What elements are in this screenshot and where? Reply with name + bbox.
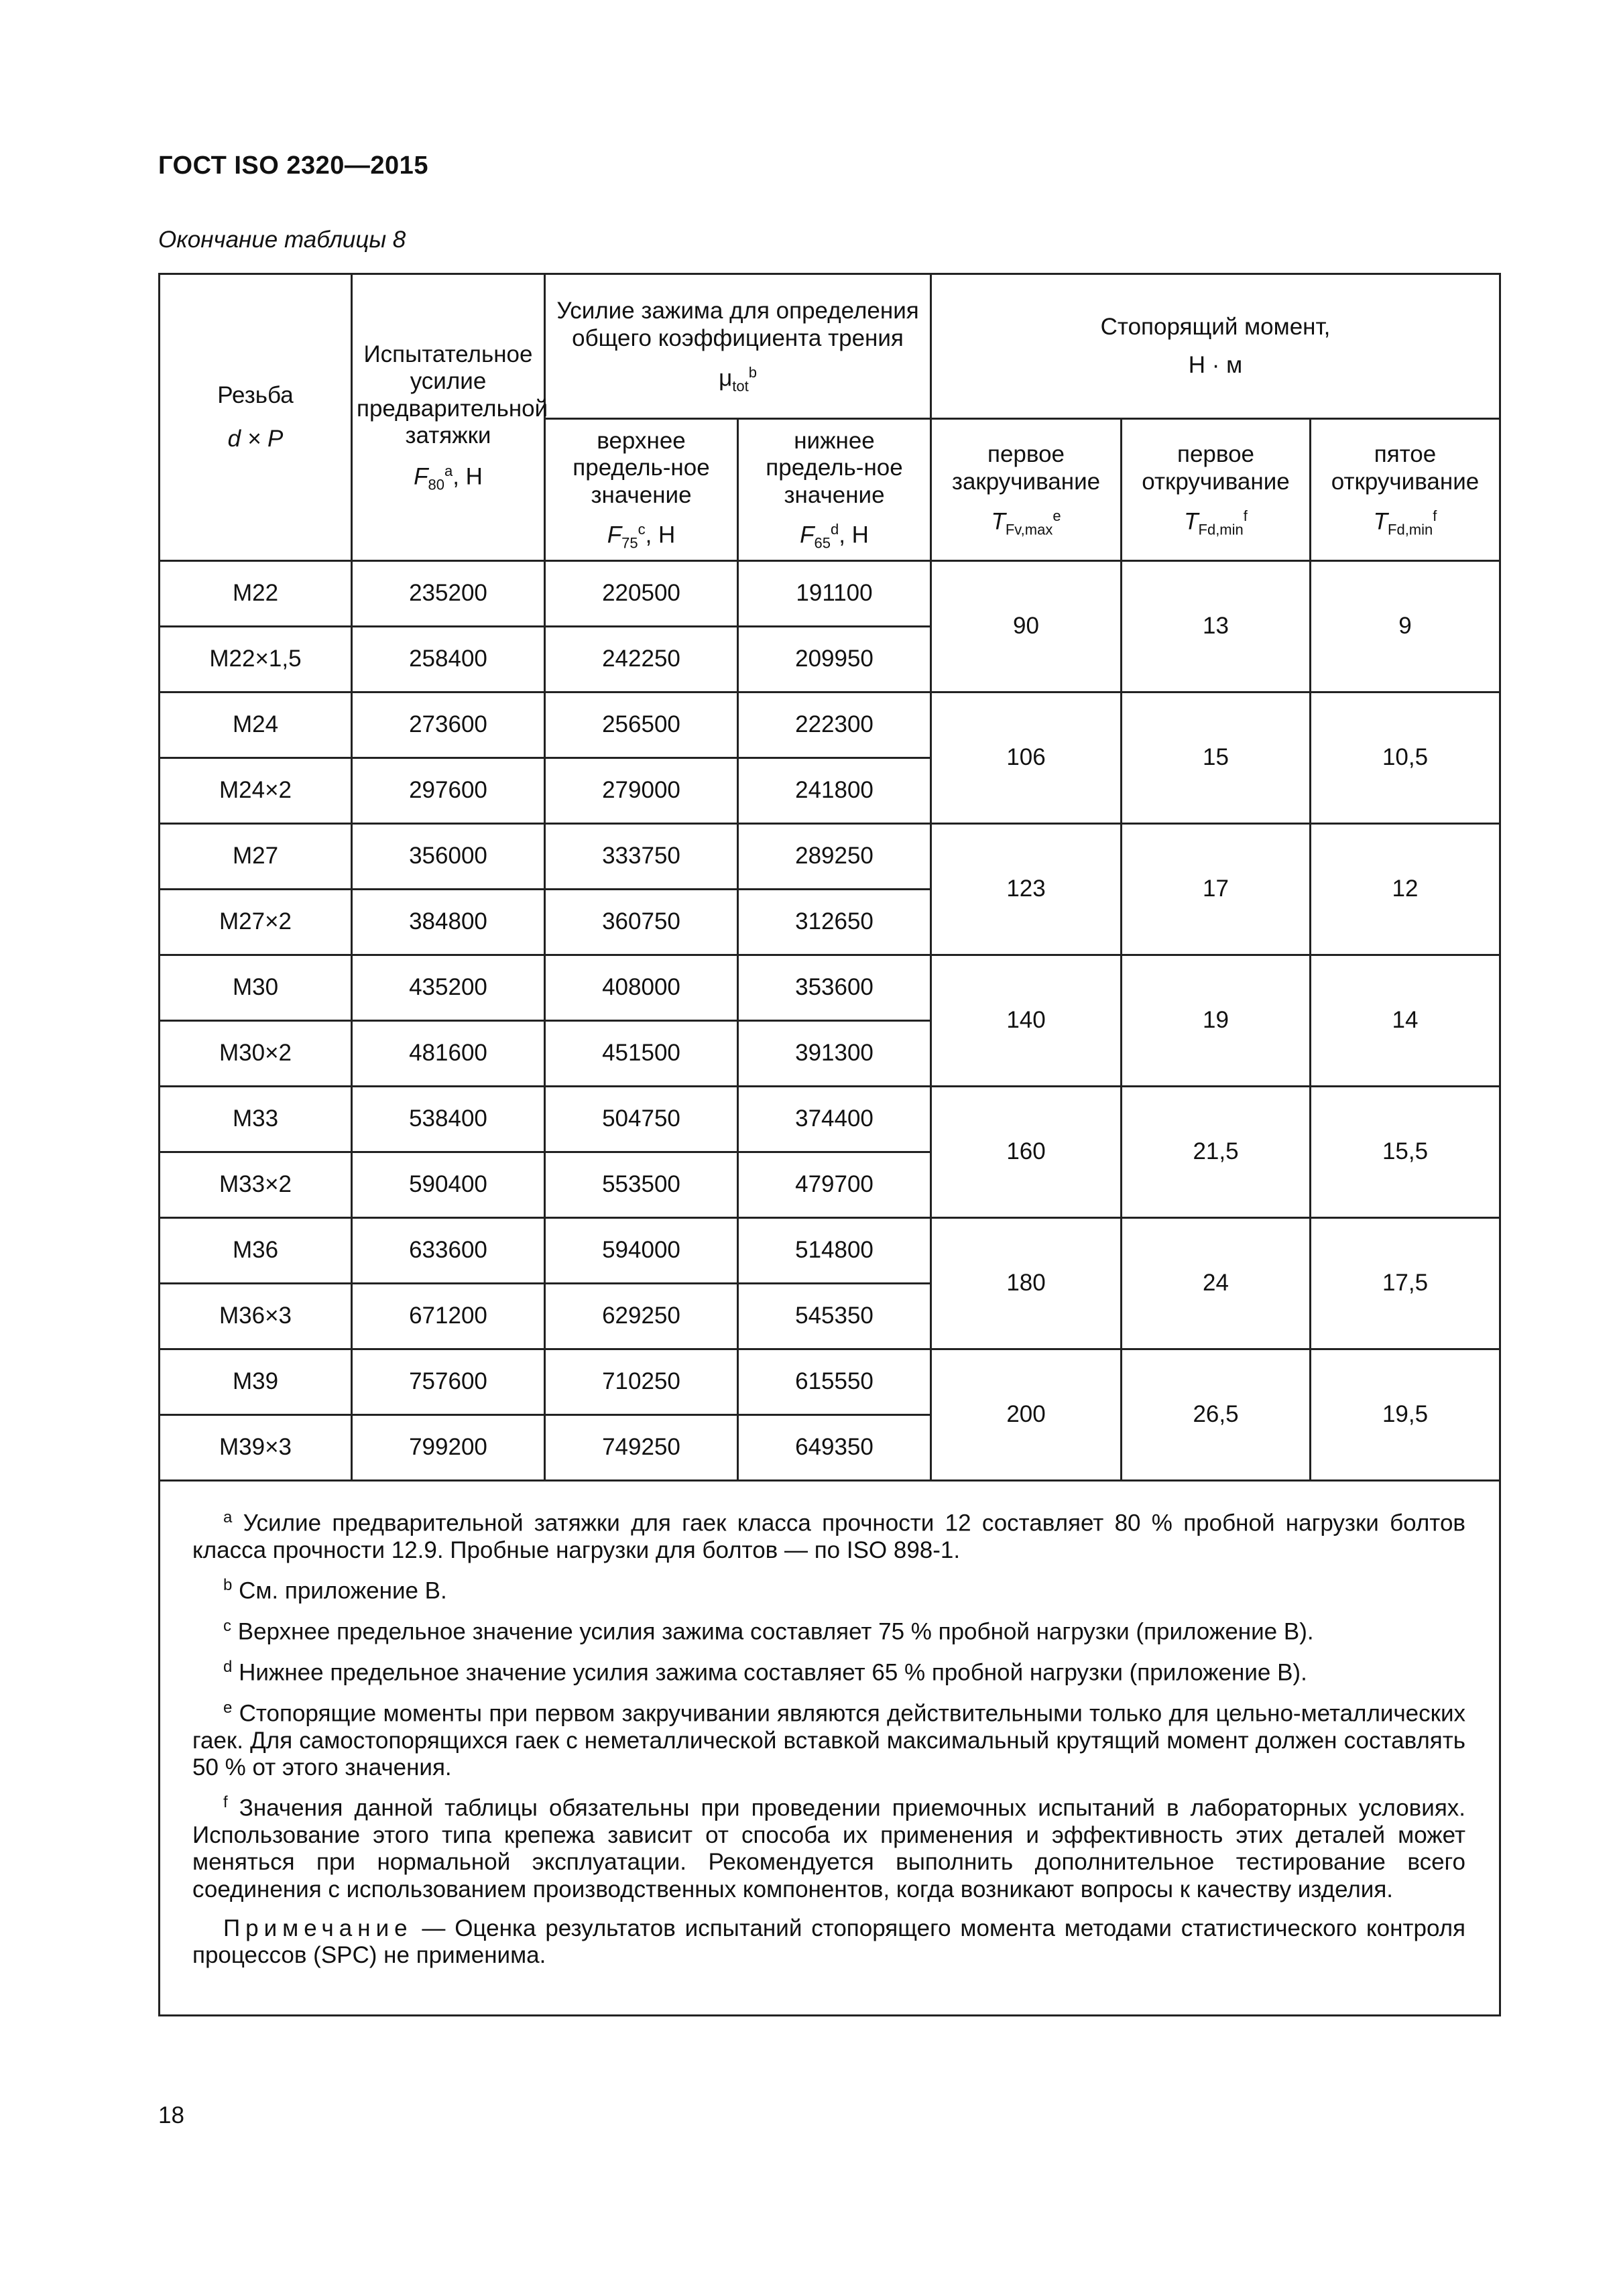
cell-clamp-lower: 479700	[738, 1152, 931, 1218]
cell-first-tightening: 200	[931, 1349, 1122, 1481]
cell-test-force: 258400	[352, 627, 545, 692]
cell-fifth-loosening: 17,5	[1311, 1218, 1500, 1349]
header-symbol-part: Fv,max	[1005, 521, 1053, 538]
header-symbol-part: Усилие зажима для определения общего коэффициента трения	[556, 298, 919, 351]
footnote-text: Верхнее предельное значение усилия зажима составляет 75 % пробной нагрузки (приложение В).	[237, 1618, 1314, 1645]
cell-first-loosening: 21,5	[1122, 1087, 1311, 1218]
cell-fifth-loosening: 15,5	[1311, 1087, 1500, 1218]
cell-clamp-lower: 615550	[738, 1349, 931, 1415]
cell-test-force: 590400	[352, 1152, 545, 1218]
cell-clamp-upper: 256500	[545, 692, 738, 758]
header-first-loosening	[1122, 419, 1311, 561]
cell-thread: М36×3	[160, 1284, 352, 1349]
cell-first-loosening: 15	[1122, 692, 1311, 824]
header-symbol-part: e	[1053, 507, 1061, 524]
footnote-d	[192, 1658, 1465, 1687]
header-symbol-part: нижнее предель-ное значение	[766, 428, 903, 508]
cell-clamp-upper: 408000	[545, 955, 738, 1021]
header-row-1	[160, 274, 1500, 419]
table-row	[160, 955, 1500, 1021]
cell-clamp-lower: 191100	[738, 561, 931, 627]
cell-thread: М22	[160, 561, 352, 627]
cell-clamp-upper: 242250	[545, 627, 738, 692]
footnote-b	[192, 1576, 1465, 1605]
cell-fifth-loosening: 9	[1311, 561, 1500, 692]
header-symbol-part: первое закручивание	[951, 441, 1101, 495]
footnote-text: Нижнее предельное значение усилия зажима составляет 65 % пробной нагрузки (приложение В).	[239, 1659, 1307, 1686]
cell-clamp-lower: 209950	[738, 627, 931, 692]
cell-thread: М33×2	[160, 1152, 352, 1218]
table-row	[160, 692, 1500, 758]
cell-first-loosening: 26,5	[1122, 1349, 1311, 1481]
header-symbol-part: F	[607, 522, 622, 548]
cell-thread: М39	[160, 1349, 352, 1415]
header-fifth-loosening	[1311, 419, 1500, 561]
cell-first-loosening: 13	[1122, 561, 1311, 692]
header-symbol-part: , Н	[839, 522, 869, 548]
cell-fifth-loosening: 19,5	[1311, 1349, 1500, 1481]
cell-thread: М24×2	[160, 758, 352, 824]
cell-test-force: 435200	[352, 955, 545, 1021]
cell-first-tightening: 160	[931, 1087, 1122, 1218]
footnote-c	[192, 1617, 1465, 1646]
cell-clamp-upper: 710250	[545, 1349, 738, 1415]
table-row	[160, 561, 1500, 627]
header-symbol-part: , Н	[645, 522, 676, 548]
header-symbol-part: f	[1433, 507, 1437, 524]
document-header: ГОСТ ISO 2320—2015	[158, 152, 428, 180]
header-symbol-part: пятое откручивание	[1331, 441, 1480, 495]
note-dash: —	[412, 1915, 455, 1941]
cell-test-force: 273600	[352, 692, 545, 758]
footnotes-cell	[160, 1481, 1500, 2016]
cell-clamp-lower: 545350	[738, 1284, 931, 1349]
table-caption: Окончание таблицы 8	[158, 227, 406, 253]
header-symbol-part: c	[638, 520, 646, 538]
cell-clamp-lower: 649350	[738, 1415, 931, 1481]
cell-clamp-upper: 451500	[545, 1021, 738, 1087]
header-thread	[160, 274, 352, 561]
cell-first-tightening: 106	[931, 692, 1122, 824]
cell-thread: М22×1,5	[160, 627, 352, 692]
header-symbol-part: T	[991, 508, 1006, 535]
header-symbol-part: T	[1184, 508, 1199, 535]
cell-thread: М27×2	[160, 890, 352, 955]
cell-test-force: 538400	[352, 1087, 545, 1152]
footnote-mark: a	[223, 1508, 233, 1526]
header-clamp-force	[545, 274, 931, 419]
header-symbol-part: F	[414, 463, 428, 490]
cell-fifth-loosening: 14	[1311, 955, 1500, 1087]
footnote-e	[192, 1699, 1465, 1781]
cell-clamp-upper: 629250	[545, 1284, 738, 1349]
cell-fifth-loosening: 12	[1311, 824, 1500, 955]
footnote-text: См. приложение В.	[239, 1577, 447, 1604]
cell-test-force: 671200	[352, 1284, 545, 1349]
cell-test-force: 799200	[352, 1415, 545, 1481]
header-symbol-part: первое откручивание	[1142, 441, 1290, 495]
cell-thread: М33	[160, 1087, 352, 1152]
header-symbol-part: F	[800, 522, 815, 548]
footnotes-row	[160, 1481, 1500, 2016]
footnote-mark: c	[223, 1617, 231, 1636]
header-symbol-part: f	[1243, 507, 1248, 524]
header-symbol-part: верхнее предель-ное значение	[573, 428, 710, 508]
footnote-text: Стопорящие моменты при первом закручивании являются действительными только для цельно-металлических гаек. Для самостопорящихся гаек с неметаллической вставкой максимальный крутящий момент должен составлять 50 % от этого значения.	[192, 1700, 1466, 1781]
cell-clamp-lower: 222300	[738, 692, 931, 758]
table-row	[160, 1349, 1500, 1415]
header-symbol-part: Резьба	[217, 382, 294, 409]
cell-first-tightening: 140	[931, 955, 1122, 1087]
cell-clamp-lower: 353600	[738, 955, 931, 1021]
header-clamp-lower	[738, 419, 931, 561]
footnote-text: Усилие предварительной затяжки для гаек класса прочности 12 составляет 80 % пробной нагрузки болтов класса прочности 12.9. Пробные нагрузки для болтов — по ISO 898-1.	[192, 1510, 1465, 1563]
footnote-a	[192, 1508, 1465, 1564]
header-symbol-part: tot	[732, 377, 749, 395]
cell-thread: М24	[160, 692, 352, 758]
header-symbol-part: Fd,min	[1198, 521, 1244, 538]
header-symbol-part: d × P	[227, 425, 284, 452]
cell-clamp-upper: 279000	[545, 758, 738, 824]
cell-clamp-lower: 289250	[738, 824, 931, 890]
table-row	[160, 1218, 1500, 1284]
footnotes-list	[192, 1508, 1465, 1903]
page-number: 18	[158, 2102, 184, 2128]
cell-clamp-upper: 220500	[545, 561, 738, 627]
cell-test-force: 633600	[352, 1218, 545, 1284]
header-symbol-part: Испытательное усилие предварительной затяжки	[357, 341, 548, 448]
cell-thread: М30	[160, 955, 352, 1021]
table-row	[160, 824, 1500, 890]
cell-test-force: 297600	[352, 758, 545, 824]
header-symbol-part: μ	[719, 365, 733, 391]
cell-clamp-upper: 504750	[545, 1087, 738, 1152]
cell-test-force: 481600	[352, 1021, 545, 1087]
cell-thread: М30×2	[160, 1021, 352, 1087]
cell-clamp-upper: 360750	[545, 890, 738, 955]
header-symbol-part: Стопорящий момент,	[1100, 314, 1331, 341]
cell-clamp-upper: 594000	[545, 1218, 738, 1284]
header-symbol-part: b	[748, 363, 757, 381]
cell-clamp-upper: 333750	[545, 824, 738, 890]
table-row	[160, 1087, 1500, 1152]
cell-first-loosening: 17	[1122, 824, 1311, 955]
header-locking-torque	[931, 274, 1500, 419]
cell-thread: М39×3	[160, 1415, 352, 1481]
cell-test-force: 757600	[352, 1349, 545, 1415]
header-first-tightening	[931, 419, 1122, 561]
thread-torque-table	[158, 273, 1501, 2016]
header-symbol-part: T	[1373, 508, 1388, 535]
footnote-mark: b	[223, 1576, 233, 1595]
header-symbol-part: Н · м	[1188, 351, 1243, 378]
table-body	[160, 561, 1500, 1481]
footnote-mark: d	[223, 1657, 233, 1676]
cell-clamp-lower: 514800	[738, 1218, 931, 1284]
header-symbol-part: 80	[428, 476, 444, 493]
cell-thread: М36	[160, 1218, 352, 1284]
note-paragraph: Примечание — Оценка результатов испытаний стопорящего момента методами статистического контроля процессов (SPC) не применима.	[192, 1915, 1466, 1969]
cell-clamp-lower: 312650	[738, 890, 931, 955]
header-symbol-part: a	[444, 463, 453, 480]
cell-first-loosening: 19	[1122, 955, 1311, 1087]
header-symbol-part: 75	[621, 534, 638, 552]
cell-thread: М27	[160, 824, 352, 890]
footnote-mark: f	[223, 1793, 228, 1812]
cell-clamp-lower: 391300	[738, 1021, 931, 1087]
header-test-force	[352, 274, 548, 561]
header-symbol-part: 65	[814, 534, 831, 552]
cell-first-tightening: 123	[931, 824, 1122, 955]
cell-test-force: 356000	[352, 824, 545, 890]
header-symbol-part: Fd,min	[1388, 521, 1433, 538]
cell-test-force: 235200	[352, 561, 545, 627]
cell-clamp-lower: 374400	[738, 1087, 931, 1152]
header-symbol-part: d	[830, 520, 839, 538]
cell-clamp-upper: 749250	[545, 1415, 738, 1481]
cell-first-tightening: 90	[931, 561, 1122, 692]
footnote-f	[192, 1793, 1465, 1903]
cell-fifth-loosening: 10,5	[1311, 692, 1500, 824]
cell-clamp-upper: 553500	[545, 1152, 738, 1218]
cell-clamp-lower: 241800	[738, 758, 931, 824]
cell-first-tightening: 180	[931, 1218, 1122, 1349]
header-symbol-part: , Н	[453, 463, 483, 490]
footnote-text: Значения данной таблицы обязательны при проведении приемочных испытаний в лабораторных условиях. Использование этого типа крепежа зависит от способа их применения и эффективность этих деталей может меняться при нормальной эксплуатации. Рекомендуется выполнить дополнительное тестирование всего соединения с использованием производственных компонентов, когда возникают вопросы к качеству изделия.	[192, 1795, 1466, 1902]
header-clamp-upper	[545, 419, 738, 561]
cell-test-force: 384800	[352, 890, 545, 955]
footnote-mark: e	[223, 1698, 233, 1717]
cell-first-loosening: 24	[1122, 1218, 1311, 1349]
